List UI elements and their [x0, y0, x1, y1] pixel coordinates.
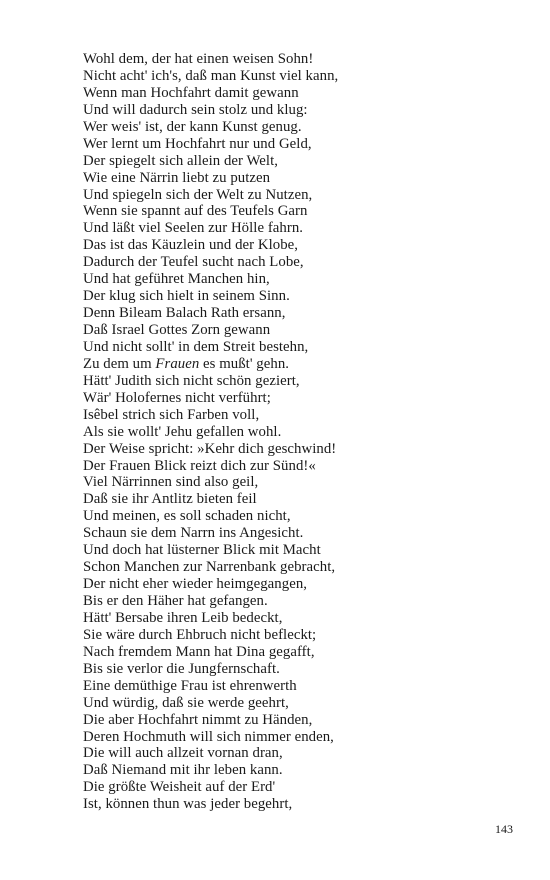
poem-line: [83, 288, 523, 305]
line-text: Sie wäre durch Ehbruch nicht befleckt;: [83, 626, 317, 643]
page-number: 143: [495, 822, 513, 836]
line-text: Und würdig, daß sie werde geehrt,: [83, 694, 289, 711]
line-text: Als sie wollt' Jehu gefallen wohl.: [83, 423, 282, 440]
poem-line: [83, 542, 523, 559]
poem-line: [83, 576, 523, 593]
line-text: Und doch hat lüsterner Blick mit Macht: [83, 542, 321, 559]
poem-line: [83, 187, 523, 204]
line-text: Hätt' Bersabe ihren Leib bedeckt,: [83, 609, 283, 626]
line-text: Wohl dem, der hat einen weisen Sohn!: [83, 51, 314, 67]
poem-line: [83, 203, 523, 220]
line-text: Schon Manchen zur Narrenbank gebracht,: [83, 559, 336, 576]
line-text: Und meinen, es soll schaden nicht,: [83, 508, 291, 525]
poem-line: [83, 305, 523, 322]
line-text: Eine demüthige Frau ist ehrenwerth: [83, 677, 297, 694]
poem-line: [83, 644, 523, 661]
line-text: Nicht acht' ich's, daß man Kunst viel kann,: [83, 67, 339, 84]
line-text: Der Frauen Blick reizt dich zur Sünd!«: [83, 457, 316, 474]
poem-line: [83, 559, 523, 576]
poem-line: [83, 712, 523, 729]
poem-line: [83, 51, 523, 68]
poem-line: [83, 745, 523, 762]
poem-line: [83, 474, 523, 491]
poem-line: [83, 136, 523, 153]
emphasized-word: Frauen: [155, 355, 200, 372]
line-text: Denn Bileam Balach Rath ersann,: [83, 305, 286, 322]
line-text: Wenn sie spannt auf des Teufels Garn: [83, 203, 308, 220]
poem-line: [83, 271, 523, 288]
poem-line: [83, 220, 523, 237]
line-text: Die will auch allzeit vornan dran,: [83, 745, 283, 762]
line-text: Die größte Weisheit auf der Erd': [83, 779, 276, 796]
poem-line: [83, 762, 523, 779]
line-text: Wenn man Hochfahrt damit gewann: [83, 84, 299, 101]
poem-line: [83, 491, 523, 508]
line-text: Die aber Hochfahrt nimmt zu Händen,: [83, 711, 313, 728]
poem-line: [83, 102, 523, 119]
poem-line: [83, 610, 523, 627]
line-text: Bis er den Häher hat gefangen.: [83, 593, 268, 609]
poem-text: [83, 51, 523, 813]
poem-line: [83, 729, 523, 746]
line-text: Und spiegeln sich der Welt zu Nutzen,: [83, 186, 313, 203]
poem-line: [83, 627, 523, 644]
line-text: Zu dem um: [83, 355, 156, 372]
line-text: Isêbel strich sich Farben voll,: [83, 406, 260, 423]
line-text: Das ist das Käuzlein und der Klobe,: [83, 237, 299, 254]
line-text: Und nicht sollt' in dem Streit bestehn,: [83, 338, 309, 355]
poem-line: [83, 85, 523, 102]
poem-line: [83, 441, 523, 458]
poem-line: [83, 356, 523, 373]
line-text: Deren Hochmuth will sich nimmer enden,: [83, 728, 334, 745]
poem-line: [83, 170, 523, 187]
line-text: Der nicht eher wieder heimgegangen,: [83, 576, 308, 593]
poem-line: [83, 661, 523, 678]
poem-line: [83, 407, 523, 424]
line-text: Und hat geführet Manchen hin,: [83, 271, 270, 288]
poem-line: [83, 796, 523, 813]
poem-line: [83, 458, 523, 475]
poem-line: [83, 525, 523, 542]
poem-line: [83, 237, 523, 254]
line-text: Daß Niemand mit ihr leben kann.: [83, 762, 283, 779]
line-text: Wer weis' ist, der kann Kunst genug.: [83, 118, 302, 135]
line-text: Wär' Holofernes nicht verführt;: [83, 389, 271, 406]
line-text: Der klug sich hielt in seinem Sinn.: [83, 288, 290, 305]
poem-line: [83, 119, 523, 136]
poem-line: [83, 68, 523, 85]
poem-line: [83, 339, 523, 356]
poem-line: [83, 695, 523, 712]
poem-line: [83, 678, 523, 695]
line-text: Der spiegelt sich allein der Welt,: [83, 152, 278, 169]
poem-line: [83, 779, 523, 796]
poem-line: [83, 508, 523, 525]
poem-line: [83, 593, 523, 610]
line-text: Und läßt viel Seelen zur Hölle fahrn.: [83, 220, 304, 237]
line-text: Bis sie verlor die Jungfernschaft.: [83, 660, 280, 677]
line-text: Daß Israel Gottes Zorn gewann: [83, 322, 271, 338]
line-text: Hätt' Judith sich nicht schön geziert,: [83, 372, 300, 389]
line-text: Der Weise spricht: »Kehr dich geschwind!: [83, 440, 337, 457]
line-text: Daß sie ihr Antlitz bieten feil: [83, 491, 257, 508]
poem-line: [83, 322, 523, 339]
poem-line: [83, 390, 523, 407]
poem-line: [83, 424, 523, 441]
line-text: Wie eine Närrin liebt zu putzen: [83, 169, 271, 186]
line-text: Wer lernt um Hochfahrt nur und Geld,: [83, 135, 312, 152]
poem-line: [83, 373, 523, 390]
line-text: Ist, können thun was jeder begehrt,: [83, 796, 293, 813]
line-text: Dadurch der Teufel sucht nach Lobe,: [83, 254, 304, 271]
line-text: Und will dadurch sein stolz und klug:: [83, 101, 308, 118]
poem-line: [83, 254, 523, 271]
line-text: Schaun sie dem Narrn ins Angesicht.: [83, 525, 304, 542]
line-text: Nach fremdem Mann hat Dina gegafft,: [83, 643, 315, 660]
poem-line: [83, 153, 523, 170]
line-text: es mußt' gehn.: [199, 355, 290, 372]
line-text: Viel Närrinnen sind also geil,: [83, 474, 259, 491]
